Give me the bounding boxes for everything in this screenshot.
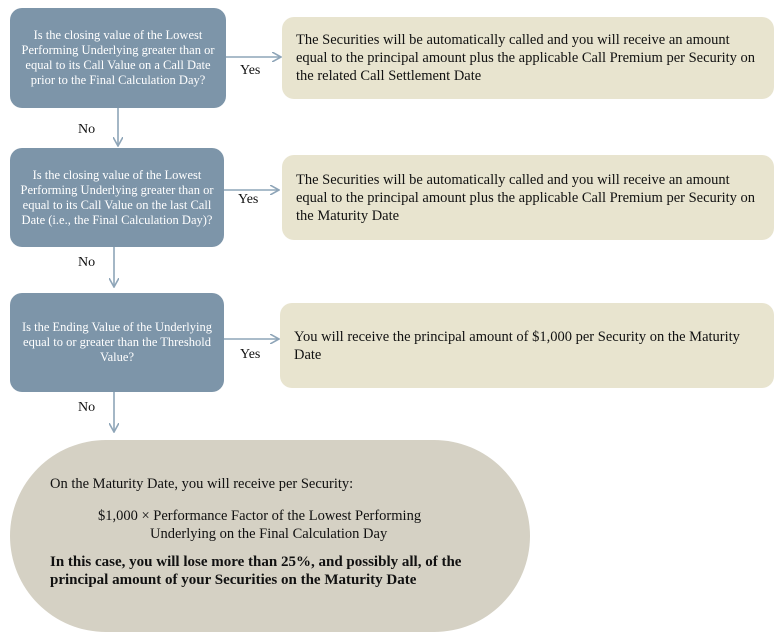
result-text: You will receive the principal amount of $1,000 per Security on the Maturity Date [294,328,740,363]
result-text: The Securities will be automatically called and you will receive an amount equal to the principal amount plus the applicable Call Premium per Security on the related Call Settlement Date [296,32,756,84]
question-box-3 [10,293,224,392]
result-box-1 [282,17,774,99]
question-text: Is the Ending Value of the Underlying equal to or greater than the Threshold Value? [21,320,212,364]
question-text: Is the closing value of the Lowest Performing Underlying greater than or equal to its Call Value on a Call Date prior to the Final Calculation Day? [21,28,215,87]
final-outcome-box [10,440,530,632]
final-formula [50,507,490,543]
yes-label-1: Yes [240,63,261,78]
formula-line-2: Underlying on the Final Calculation Day [150,526,388,542]
formula-line-1: $1,000 × Performance Factor of the Lowest Performing [98,508,422,524]
question-box-2 [10,148,224,247]
result-box-3 [280,303,774,388]
final-intro: On the Maturity Date, you will receive per Security: [50,476,354,492]
question-text: Is the closing value of the Lowest Performing Underlying greater than or equal to its Call Value on the last Call Date (i.e., the Final Calculation Day)? [20,167,214,227]
no-label-1: No [78,122,96,137]
question-box-1 [10,8,226,108]
yes-label-3: Yes [240,347,261,362]
yes-label-2: Yes [238,192,259,207]
no-label-2: No [78,255,96,270]
no-label-3: No [78,400,96,415]
result-box-2 [282,155,774,240]
loss-warning: In this case, you will lose more than 25%, and possibly all, of the principal amount of your Securities on the Maturity Date [50,554,462,588]
result-text: The Securities will be automatically called and you will receive an amount equal to the principal amount plus the applicable Call Premium per Security on the Maturity Date [296,171,756,224]
